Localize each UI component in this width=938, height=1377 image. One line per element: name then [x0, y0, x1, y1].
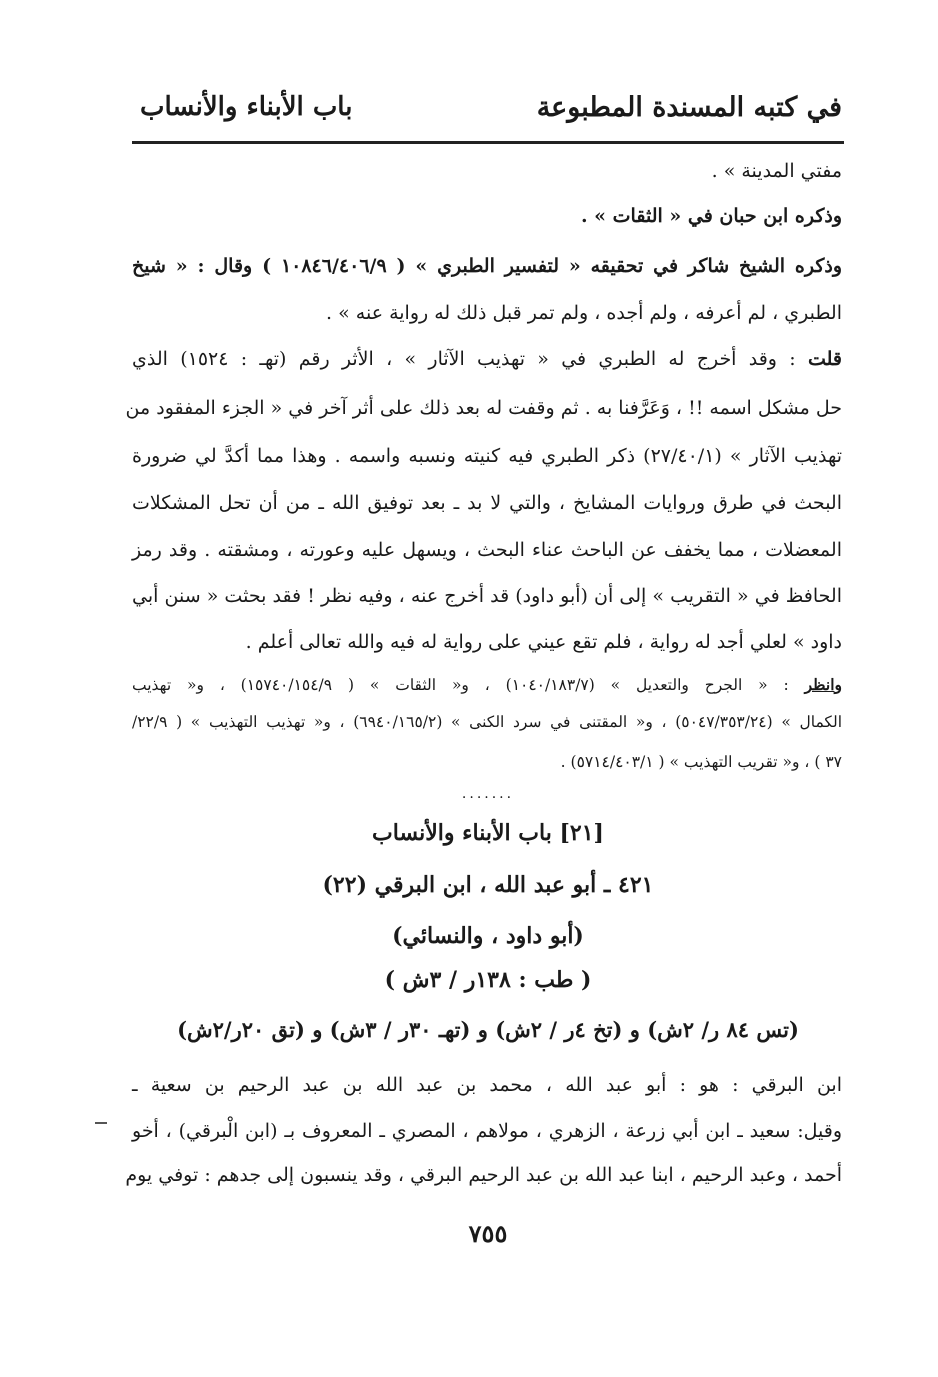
body-line-text: : وقد أخرج له الطبري في « تهذيب الآثار » ، الأثر رقم (تهـ : ١٥٢٤) الذي — [132, 348, 808, 370]
body-line: البحث في طرق وروايات المشايخ ، والتي لا بد ـ بعد توفيق الله ـ من أن تحل المشكلات — [132, 492, 842, 514]
body-line: أحمد ، وعبد الرحيم ، ابنا عبد الله بن عبد الرحيم البرقي ، وقد ينسبون إلى جدهم : توفي يوم — [125, 1164, 842, 1186]
unzur-keyword: وانظر — [804, 675, 842, 694]
entry-counts: ( طب : ١٣٨ر / ٣ش ) — [384, 967, 592, 993]
body-line: حل مشكل اسمه !! ، وَعَرَّفنا به . ثم وقفت له بعد ذلك على أثر آخر في « الجزء المفقود من — [125, 397, 842, 419]
entry-sources: (أبو داود ، والنسائي) — [392, 923, 584, 949]
body-line: المعضلات ، مما يخفف عن الباحث عناء البحث ، ويسهل عليه وعورته ، ومشقته . وقد رمز — [132, 539, 842, 561]
note-line: ٣٧ ) ، و« تقريب التهذيب » ( ٥٧١٤/٤٠٣/١) . — [560, 753, 842, 771]
body-line: داود » لعلي أجد له رواية ، فلم تقع عيني على رواية له فيه والله تعالى أعلم . — [245, 631, 842, 653]
body-line — [132, 346, 842, 372]
body-line: تهذيب الآثار » (٢٧/٤٠/١) ذكر الطبري فيه كنيته ونسبه واسمه . وهذا مما أكدَّ لي ضرورة — [132, 445, 842, 467]
body-line: مفتي المدينة » . — [711, 160, 842, 182]
note-line: الكمال » (٥٠٤٧/٣٥٣/٢٤) ، و« المقتنى في سرد الكنى » (٦٩٤٠/١٦٥/٢) ، و« تهذيب التهذيب » ( ٢٢/٩/ — [132, 713, 843, 731]
entry-codes: (تس ٨٤ ر/ ٢ش) و (تخ ٤ر / ٢ش) و (تهـ ٣٠ر / ٣ش) و (تق ٢٠ر/٢ش) — [177, 1017, 799, 1042]
body-line: وذكره الشيخ شاكر في تحقيقه « لتفسير الطبري » ( ١٠٨٤٦/٤٠٦/٩ ) وقال : « شيخ — [132, 255, 842, 277]
page-number: ٧٥٥ — [468, 1219, 508, 1248]
body-line: وقيل: سعيد ـ ابن أبي زرعة ، الزهري ، مولاهم ، المصري ـ المعروف بـ (ابن الْبرقي) ، أخو — [132, 1120, 842, 1142]
body-line: الطبري ، لم أعرفه ، ولم أجده ، ولم تمر قبل ذلك له رواية عنه » . — [326, 302, 842, 324]
margin-mark — [95, 1122, 107, 1124]
body-line: وذكره ابن حبان في « الثقات » . — [580, 205, 842, 227]
note-line — [132, 674, 842, 696]
chapter-heading: [٢١] باب الأبناء والأنساب — [372, 820, 604, 846]
header-book-title: في كتبه المسندة المطبوعة — [536, 92, 842, 123]
qultu-keyword: قلت — [807, 348, 842, 370]
header-rule — [132, 141, 844, 144]
header-chapter-title: باب الأبناء والأنساب — [140, 92, 353, 122]
note-line-text: : « الجرح والتعديل » (١٠٤٠/١٨٣/٧) ، و« الثقات » ( ١٥٧٤٠/١٥٤/٩) ، و« تهذيب — [132, 676, 805, 694]
running-header — [132, 92, 842, 132]
body-line: الحافظ في « التقريب » إلى أن (أبو داود) قد أخرج عنه ، وفيه نظر ! فقد بحثت « سنن أبي — [132, 585, 842, 607]
body-line: ابن البرقي : هو : أبو عبد الله ، محمد بن عبد الله بن عبد الرحيم بن سعية ـ — [132, 1074, 842, 1096]
entry-heading: ٤٢١ ـ أبو عبد الله ، ابن البرقي (٢٢) — [322, 872, 654, 898]
section-separator: ....... — [461, 786, 515, 802]
